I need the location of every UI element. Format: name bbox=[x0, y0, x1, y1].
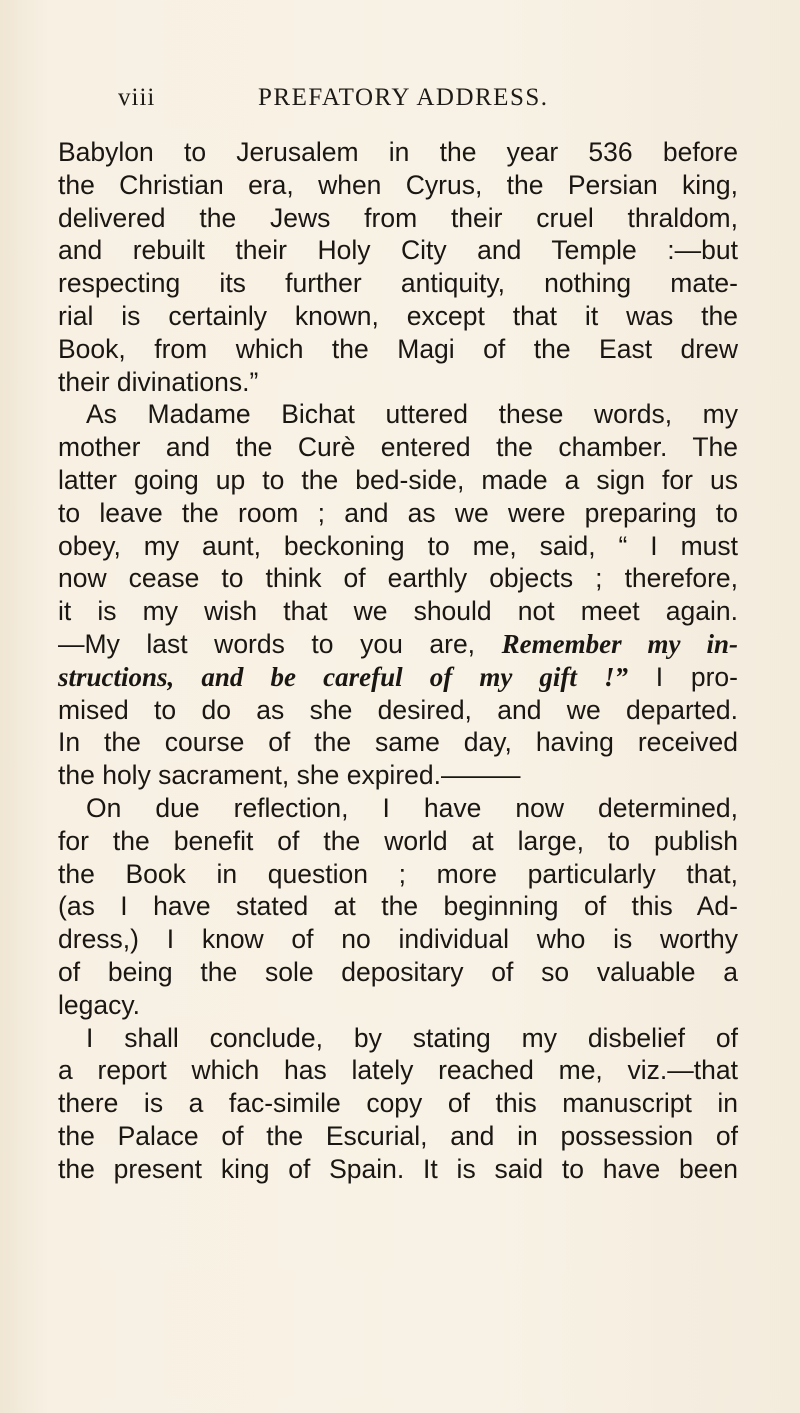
body-text bbox=[58, 136, 738, 1186]
text-line: of being the sole depositary of so valuable a bbox=[58, 956, 738, 987]
text-line: their divinations.” bbox=[58, 366, 259, 397]
text-line: delivered the Jews from their cruel thraldom, bbox=[58, 202, 738, 233]
text-segment: I pro- bbox=[655, 661, 738, 692]
text-line: dress,) I know of no individual who is worthy bbox=[58, 924, 738, 955]
italic-segment: Remember my in- bbox=[501, 628, 738, 659]
text-line-with-italic bbox=[58, 628, 738, 661]
text-line: latter going up to the bed-side, made a sign for us bbox=[58, 464, 738, 495]
text-line: (as I have stated at the beginning of this Ad- bbox=[58, 891, 738, 922]
text-line: Babylon to Jerusalem in the year 536 before bbox=[58, 137, 738, 167]
page-number: viii bbox=[118, 84, 156, 111]
text-line: mised to do as she desired, and we departed. bbox=[58, 694, 738, 725]
running-title: PREFATORY ADDRESS. bbox=[258, 84, 549, 111]
text-segment: —My last words to you are, bbox=[58, 628, 476, 659]
text-line: and rebuilt their Holy City and Temple :—but bbox=[58, 235, 738, 266]
text-line: obey, my aunt, beckoning to me, said, “ I must bbox=[58, 530, 738, 561]
text-line: respecting its further antiquity, nothing mate- bbox=[58, 268, 738, 299]
text-line: the present king of Spain. It is said to have been bbox=[58, 1153, 738, 1184]
paragraph-start: As Madame Bichat uttered these words, my bbox=[86, 399, 738, 430]
text-line: for the benefit of the world at large, to publish bbox=[58, 825, 738, 856]
text-line: to leave the room ; and as we were preparing to bbox=[58, 497, 738, 528]
text-line: the Christian era, when Cyrus, the Persian king, bbox=[58, 169, 738, 200]
text-line: now cease to think of earthly objects ; therefore, bbox=[58, 563, 738, 594]
running-head bbox=[118, 84, 678, 124]
text-line: legacy. bbox=[58, 989, 140, 1020]
text-line: a report which has lately reached me, viz.—that bbox=[58, 1055, 738, 1086]
text-line: there is a fac-simile copy of this manuscript in bbox=[58, 1088, 738, 1119]
text-line: it is my wish that we should not meet again. bbox=[58, 596, 738, 627]
text-line-with-italic bbox=[58, 661, 738, 694]
italic-segment: structions, and be careful of my gift !” bbox=[58, 661, 629, 692]
paragraph-start: I shall conclude, by stating my disbelief of bbox=[86, 1022, 738, 1053]
text-line: mother and the Curè entered the chamber. The bbox=[58, 432, 738, 463]
paragraph-start: On due reflection, I have now determined, bbox=[86, 792, 738, 823]
text-line: the Book in question ; more particularly that, bbox=[58, 858, 738, 889]
text-line: Book, from which the Magi of the East drew bbox=[58, 333, 738, 364]
text-line: the Palace of the Escurial, and in possession of bbox=[58, 1120, 738, 1151]
text-line: the holy sacrament, she expired.——— bbox=[58, 760, 521, 791]
text-line: rial is certainly known, except that it was the bbox=[58, 300, 738, 331]
text-line: In the course of the same day, having received bbox=[58, 727, 738, 758]
